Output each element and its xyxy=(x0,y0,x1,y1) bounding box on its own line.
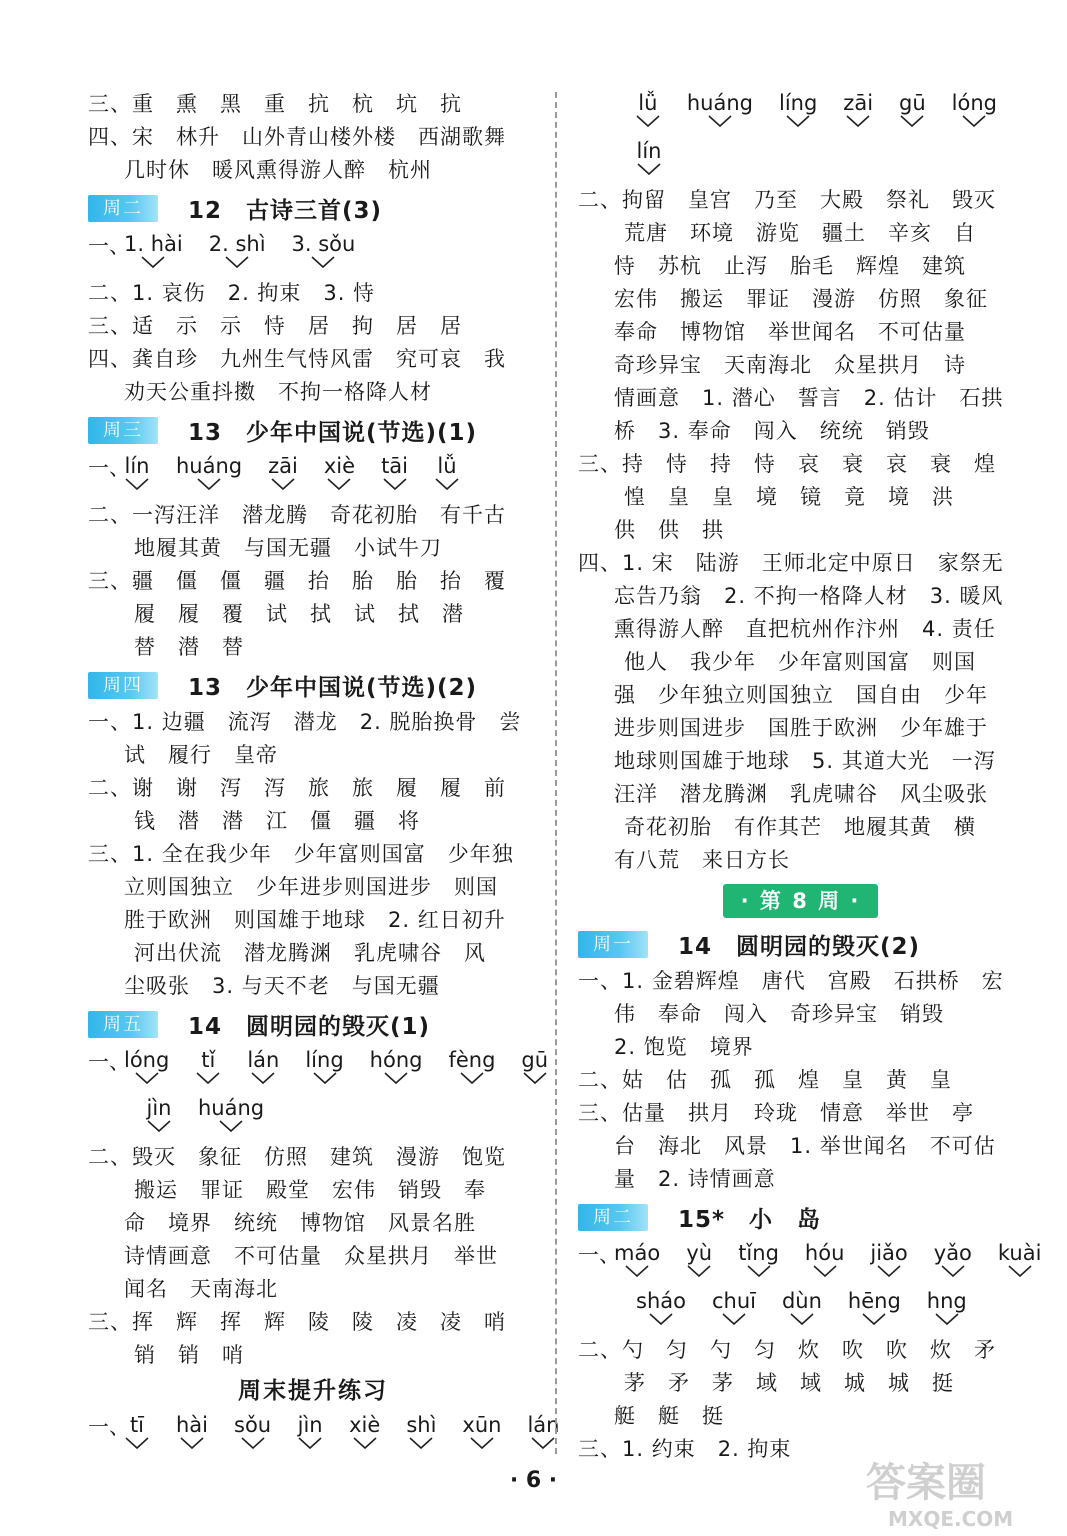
item-number: 一、 xyxy=(88,1050,130,1074)
pinyin-text: gū xyxy=(899,91,926,115)
check-mark-icon xyxy=(522,1071,548,1085)
day-tag: 周四 xyxy=(88,672,158,699)
section-title: 周末提升练习 xyxy=(238,1378,388,1404)
pinyin-answer xyxy=(521,1045,548,1085)
answer-line: 四、宋 林升 山外青山楼外楼 西湖歌舞 xyxy=(88,125,506,149)
answer-line: 四、龚自珍 九州生气恃风雷 究可哀 我 xyxy=(88,347,506,371)
check-mark-icon xyxy=(250,1071,276,1085)
pinyin-row xyxy=(578,136,1023,184)
answer-line: 四、1. 宋 陆游 王师北定中原日 家祭无 xyxy=(578,551,1004,575)
answer-line: 替 潜 替 xyxy=(134,635,244,659)
check-mark-icon xyxy=(648,1312,674,1326)
pinyin-text: xūn xyxy=(462,1413,502,1437)
pinyin-answer xyxy=(370,1045,423,1085)
pinyin-row xyxy=(88,1093,538,1141)
pinyin-answer xyxy=(998,1238,1042,1278)
pinyin-answer xyxy=(305,1045,343,1085)
pinyin-text: jìn xyxy=(146,1096,172,1120)
answer-line: 三、疆 僵 僵 疆 抬 胎 胎 抬 覆 xyxy=(88,569,506,593)
pinyin-text: líng xyxy=(305,1048,344,1072)
pinyin-text: lán xyxy=(527,1413,560,1437)
pinyin-text: zāi xyxy=(843,91,874,115)
answer-line: 熏得游人醉 直把杭州作汴州 4. 责任 xyxy=(614,617,996,641)
page-number: · 6 · xyxy=(509,1468,558,1493)
answer-line: 三、持 恃 持 恃 哀 衰 哀 衰 煌 xyxy=(578,452,996,476)
pinyin-answer xyxy=(934,1238,972,1278)
check-mark-icon xyxy=(352,1436,378,1450)
answer-line: 恃 苏杭 止泻 胎毛 辉煌 建筑 xyxy=(614,254,966,278)
pinyin-answer xyxy=(636,1286,686,1326)
answer-line: 钱 潜 潜 江 僵 疆 将 xyxy=(134,809,420,833)
pinyin-text: gū xyxy=(521,1048,549,1072)
check-mark-icon xyxy=(195,1071,221,1085)
answer-line: 销 销 哨 xyxy=(134,1343,244,1367)
pinyin-text: hng xyxy=(926,1289,967,1313)
answer-line: 三、挥 辉 挥 辉 陵 陵 凌 凌 哨 xyxy=(88,1310,506,1334)
day-tag: 周一 xyxy=(578,931,648,958)
answer-line: 二、姑 估 孤 孤 煌 皇 黄 皇 xyxy=(578,1068,952,1092)
pinyin-row xyxy=(88,1045,549,1093)
pinyin-text: jìn xyxy=(297,1413,323,1437)
check-mark-icon xyxy=(934,1312,960,1326)
answer-line: 闻名 天南海北 xyxy=(124,1277,278,1301)
pinyin-text: tǐ xyxy=(201,1048,216,1072)
check-mark-icon xyxy=(310,255,336,269)
answer-line: 试 履行 皇帝 xyxy=(124,743,278,767)
check-mark-icon xyxy=(297,1436,323,1450)
pinyin-answer xyxy=(146,1093,172,1133)
answer-line: 台 海北 风景 1. 举世闻名 不可估 xyxy=(614,1134,996,1158)
pinyin-text: hēng xyxy=(847,1289,901,1313)
check-mark-icon xyxy=(134,1071,160,1085)
pinyin-text: lǚ xyxy=(437,454,457,478)
pinyin-answer xyxy=(406,1410,436,1450)
lesson-title: 14 圆明园的毁灭(2) xyxy=(678,933,921,960)
pinyin-text: 3. sǒu xyxy=(291,232,356,256)
left-column xyxy=(88,88,560,1458)
check-mark-icon xyxy=(812,1264,838,1278)
pinyin-row xyxy=(578,1286,1023,1334)
pinyin-answer xyxy=(124,1410,150,1450)
check-mark-icon xyxy=(530,1436,556,1450)
pinyin-text: tī xyxy=(129,1413,145,1437)
answer-line: 履 履 覆 试 拭 试 拭 潜 xyxy=(134,602,464,626)
check-mark-icon xyxy=(459,1071,485,1085)
answer-line: 进步则国进步 国胜于欧洲 少年雄于 xyxy=(614,716,988,740)
day-tag: 周三 xyxy=(88,417,158,444)
pinyin-text: jiǎo xyxy=(870,1241,908,1265)
answer-line: 地履其黄 与国无疆 小试牛刀 xyxy=(134,536,442,560)
item-number: 一、 xyxy=(88,1415,130,1439)
pinyin-text: hóng xyxy=(369,1048,423,1072)
pinyin-answer xyxy=(782,1286,822,1326)
pinyin-text: shì xyxy=(406,1413,437,1437)
pinyin-row xyxy=(88,451,538,499)
check-mark-icon xyxy=(961,114,987,128)
answer-line: 忘告乃翁 2. 不拘一格降人材 3. 暖风 xyxy=(614,584,1004,608)
answer-line: 奉命 博物馆 举世闻名 不可估量 xyxy=(614,320,966,344)
check-mark-icon xyxy=(434,477,460,491)
lesson-header xyxy=(578,925,1023,963)
answer-line: 供 供 拱 xyxy=(614,518,724,542)
pinyin-text: dùn xyxy=(781,1289,822,1313)
lesson-header xyxy=(88,189,538,227)
pinyin-answer xyxy=(349,1410,380,1450)
pinyin-answer xyxy=(952,88,997,128)
pinyin-answer xyxy=(843,88,873,128)
answer-line: 三、1. 全在我少年 少年富则国富 少年独 xyxy=(88,842,514,866)
answer-line: 搬运 罪证 殿堂 宏伟 销毁 奉 xyxy=(134,1178,486,1202)
lesson-header xyxy=(88,666,538,704)
answer-line: 情画意 1. 潜心 誓言 2. 估计 石拱 xyxy=(614,386,1004,410)
day-tag: 周二 xyxy=(88,195,158,222)
pinyin-text: kuài xyxy=(997,1241,1042,1265)
pinyin-text: lán xyxy=(247,1048,280,1072)
lesson-header xyxy=(88,1005,538,1043)
pinyin-answer xyxy=(779,88,817,128)
pinyin-answer xyxy=(381,451,408,491)
check-mark-icon xyxy=(146,1119,172,1133)
pinyin-answer xyxy=(738,1238,779,1278)
answer-line: 二、谢 谢 泻 泻 旅 旅 履 履 前 xyxy=(88,776,506,800)
pinyin-answer xyxy=(247,1045,279,1085)
answer-line: 宏伟 搬运 罪证 漫游 仿照 象征 xyxy=(614,287,988,311)
check-mark-icon xyxy=(382,477,408,491)
pinyin-text: xiè xyxy=(323,454,356,478)
day-tag: 周五 xyxy=(88,1011,158,1038)
check-mark-icon xyxy=(721,1312,747,1326)
pinyin-answer xyxy=(686,1238,712,1278)
lesson-title: 15* 小 岛 xyxy=(678,1206,822,1233)
pinyin-text: lóng xyxy=(124,1048,170,1072)
pinyin-answer xyxy=(870,1238,907,1278)
check-mark-icon xyxy=(940,1264,966,1278)
check-mark-icon xyxy=(218,1119,244,1133)
check-mark-icon xyxy=(624,1264,650,1278)
pinyin-answer xyxy=(124,451,150,491)
pinyin-answer xyxy=(848,1286,901,1326)
pinyin-text: yǎo xyxy=(933,1241,972,1265)
watermark-top: 答案圈 xyxy=(866,1460,986,1506)
pinyin-text: huáng xyxy=(686,91,753,115)
answer-line: 他人 我少年 少年富则国富 则国 xyxy=(624,650,976,674)
answer-line: 立则国独立 少年进步则国进步 则国 xyxy=(124,875,498,899)
check-mark-icon xyxy=(861,1312,887,1326)
answer-line: 量 2. 诗情画意 xyxy=(614,1167,776,1191)
pinyin-answer xyxy=(176,1410,208,1450)
pinyin-answer xyxy=(687,88,753,128)
answer-line: 劝天公重抖擞 不拘一格降人材 xyxy=(124,380,432,404)
week-label: · 第 8 周 · xyxy=(723,884,879,918)
answer-line: 奇花初胎 有作其芒 地履其黄 横 xyxy=(624,815,976,839)
check-mark-icon xyxy=(124,477,150,491)
answer-line: 河出伏流 潜龙腾渊 乳虎啸谷 风 xyxy=(134,941,486,965)
item-number: 一、 xyxy=(88,456,130,480)
pinyin-text: máo xyxy=(614,1241,661,1265)
pinyin-row xyxy=(88,229,538,277)
check-mark-icon xyxy=(707,114,733,128)
pinyin-answer xyxy=(712,1286,756,1326)
item-number: 一、 xyxy=(88,234,130,258)
answer-line: 二、1. 哀伤 2. 拘束 3. 恃 xyxy=(88,281,376,305)
answer-line: 2. 饱览 境界 xyxy=(614,1035,754,1059)
pinyin-text: lín xyxy=(124,454,150,478)
answer-line: 一、1. 边疆 流泻 潜龙 2. 脱胎换骨 尝 xyxy=(88,710,522,734)
answer-line: 命 境界 统统 博物馆 风景名胜 xyxy=(124,1211,476,1235)
answer-line: 荒唐 环境 游览 疆土 辛亥 自 xyxy=(624,221,976,245)
pinyin-row xyxy=(578,1238,1042,1286)
check-mark-icon xyxy=(746,1264,772,1278)
pinyin-answer xyxy=(636,136,662,176)
pinyin-text: xiè xyxy=(349,1413,381,1437)
check-mark-icon xyxy=(785,114,811,128)
week-banner xyxy=(578,881,1023,921)
pinyin-answer xyxy=(124,229,183,269)
answer-line: 二、一泻汪洋 潜龙腾 奇花初胎 有千古 xyxy=(88,503,506,527)
pinyin-text: 1. hài xyxy=(124,232,183,256)
answer-line: 桥 3. 奉命 闯入 统统 销毁 xyxy=(614,419,930,443)
pinyin-text: lóng xyxy=(951,91,997,115)
pinyin-text: fèng xyxy=(448,1048,496,1072)
watermark-logo xyxy=(858,1452,1053,1532)
lesson-title: 12 古诗三首(3) xyxy=(188,197,383,224)
pinyin-text: lín xyxy=(636,139,662,163)
lesson-title: 13 少年中国说(节选)(1) xyxy=(188,419,478,446)
answer-line: 奇珍异宝 天南海北 众星拱月 诗 xyxy=(614,353,966,377)
check-mark-icon xyxy=(383,1071,409,1085)
pinyin-answer xyxy=(434,451,460,491)
check-mark-icon xyxy=(899,114,925,128)
check-mark-icon xyxy=(636,162,662,176)
answer-line: 三、适 示 示 恃 居 拘 居 居 xyxy=(88,314,462,338)
pinyin-answer xyxy=(805,1238,844,1278)
pinyin-answer xyxy=(324,451,355,491)
pinyin-text: zāi xyxy=(268,454,298,478)
pinyin-answer xyxy=(292,229,356,269)
pinyin-text: tǐng xyxy=(738,1241,779,1265)
pinyin-row xyxy=(578,88,1023,136)
check-mark-icon xyxy=(326,477,352,491)
pinyin-text: sǒu xyxy=(234,1413,272,1437)
pinyin-answer xyxy=(927,1286,967,1326)
pinyin-answer xyxy=(268,451,298,491)
pinyin-text: lǚ xyxy=(638,91,658,115)
check-mark-icon xyxy=(312,1071,338,1085)
answer-line: 一、1. 金碧辉煌 唐代 宫殿 石拱桥 宏 xyxy=(578,969,1004,993)
check-mark-icon xyxy=(845,114,871,128)
answer-line: 惶 皇 皇 境 镜 竟 境 洪 xyxy=(624,485,954,509)
pinyin-text: chuī xyxy=(711,1289,756,1313)
pinyin-text: sháo xyxy=(636,1289,686,1313)
check-mark-icon xyxy=(686,1264,712,1278)
pinyin-answer xyxy=(448,1045,495,1085)
check-mark-icon xyxy=(408,1436,434,1450)
check-mark-icon xyxy=(635,114,661,128)
answer-line: 尘吸张 3. 与天不老 与国无疆 xyxy=(124,974,440,998)
answer-line: 三、重 熏 黑 重 抗 杭 坑 抗 xyxy=(88,92,462,116)
pinyin-text: hóu xyxy=(804,1241,845,1265)
answer-line: 伟 奉命 闯入 奇珍异宝 销毁 xyxy=(614,1002,944,1026)
check-mark-icon xyxy=(124,1436,150,1450)
answer-line: 二、拘留 皇宫 乃至 大殿 祭礼 毁灭 xyxy=(578,188,996,212)
pinyin-answer xyxy=(176,451,242,491)
answer-line: 胜于欧洲 则国雄于地球 2. 红日初升 xyxy=(124,908,506,932)
answer-line: 汪洋 潜龙腾渊 乳虎啸谷 风尘吸张 xyxy=(614,782,988,806)
lesson-title: 14 圆明园的毁灭(1) xyxy=(188,1013,431,1040)
answer-line: 地球则国雄于地球 5. 其道大光 一泻 xyxy=(614,749,996,773)
check-mark-icon xyxy=(789,1312,815,1326)
pinyin-answer xyxy=(462,1410,501,1450)
check-mark-icon xyxy=(140,255,166,269)
pinyin-answer xyxy=(899,88,926,128)
check-mark-icon xyxy=(224,255,250,269)
answer-line: 三、1. 约束 2. 拘束 xyxy=(578,1437,792,1461)
check-mark-icon xyxy=(1007,1264,1033,1278)
item-number: 一、 xyxy=(578,1243,620,1267)
pinyin-answer xyxy=(614,1238,660,1278)
answer-line: 二、毁灭 象征 仿照 建筑 漫游 饱览 xyxy=(88,1145,506,1169)
pinyin-answer xyxy=(297,1410,323,1450)
answer-line: 艇 艇 挺 xyxy=(614,1404,724,1428)
lesson-title: 13 少年中国说(节选)(2) xyxy=(188,674,478,701)
pinyin-text: 2. shì xyxy=(208,232,266,256)
check-mark-icon xyxy=(270,477,296,491)
pinyin-text: huáng xyxy=(176,454,243,478)
check-mark-icon xyxy=(196,477,222,491)
answer-line: 茅 矛 茅 域 域 城 城 挺 xyxy=(624,1371,954,1395)
pinyin-row xyxy=(88,1410,560,1458)
check-mark-icon xyxy=(469,1436,495,1450)
answer-line: 有八荒 来日方长 xyxy=(614,848,790,872)
pinyin-answer xyxy=(209,229,266,269)
pinyin-answer xyxy=(198,1093,264,1133)
pinyin-answer xyxy=(124,1045,169,1085)
day-tag: 周二 xyxy=(578,1204,648,1231)
pinyin-answer xyxy=(234,1410,271,1450)
watermark-bottom: MXQE.COM xyxy=(888,1507,1014,1531)
column-divider xyxy=(555,92,557,1454)
answer-line: 诗情画意 不可估量 众星拱月 举世 xyxy=(124,1244,498,1268)
pinyin-text: yù xyxy=(686,1241,713,1265)
check-mark-icon xyxy=(876,1264,902,1278)
lesson-header xyxy=(88,411,538,449)
pinyin-answer xyxy=(195,1045,221,1085)
pinyin-answer xyxy=(635,88,661,128)
pinyin-text: tāi xyxy=(381,454,408,478)
right-column xyxy=(578,88,1042,1466)
answer-line: 强 少年独立则国独立 国自由 少年 xyxy=(614,683,988,707)
answer-line: 几时休 暖风熏得游人醉 杭州 xyxy=(124,158,432,182)
answer-line: 二、勺 匀 勺 匀 炊 吹 吹 炊 矛 xyxy=(578,1338,996,1362)
answer-line: 三、估量 拱月 玲珑 情意 举世 亭 xyxy=(578,1101,974,1125)
lesson-header xyxy=(578,1198,1023,1236)
pinyin-text: huáng xyxy=(198,1096,265,1120)
check-mark-icon xyxy=(179,1436,205,1450)
check-mark-icon xyxy=(240,1436,266,1450)
pinyin-text: hài xyxy=(176,1413,209,1437)
pinyin-text: líng xyxy=(778,91,818,115)
